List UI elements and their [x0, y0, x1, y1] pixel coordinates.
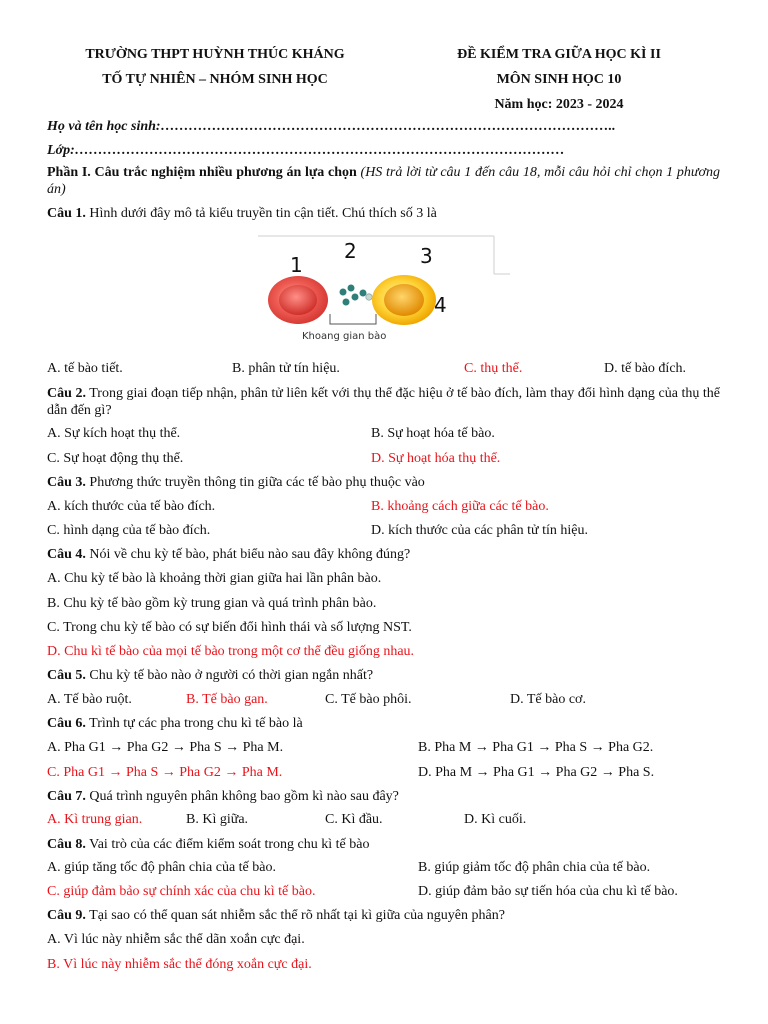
question-number: Câu 8.	[47, 837, 86, 852]
paracrine-figure	[258, 234, 510, 344]
class-dots: ……………………………………………………………………………………………	[74, 143, 565, 158]
q3-option-b-answer: B. khoảng cách giữa các tế bào.	[371, 499, 549, 514]
figure-label-2: 2	[344, 239, 357, 263]
question-text: Vai trò của các điểm kiểm soát trong chu kì tế bào	[89, 837, 370, 852]
student-name-label: Họ và tên học sinh:	[47, 119, 161, 134]
q1-option-a: A. tế bào tiết.	[47, 361, 123, 376]
exam-info-block	[398, 42, 720, 117]
q3-option-d: D. kích thước của các phân tử tín hiệu.	[371, 523, 588, 538]
question-4	[47, 546, 720, 563]
figure-caption: Khoang gian bào	[302, 331, 387, 342]
q7-option-a-answer: A. Kì trung gian.	[47, 812, 143, 827]
question-text: Trong giai đoạn tiếp nhận, phân tử liên kết với thụ thể đặc hiệu ở tế bào đích, làm thay đổi hình dạng của thụ thể dẫn đến gì?	[47, 386, 720, 418]
q4-option-b: B. Chu kỳ tế bào gồm kỳ trung gian và quá trình phân bào.	[47, 596, 377, 611]
question-number: Câu 1.	[47, 206, 86, 221]
question-2	[47, 385, 720, 419]
question-number: Câu 9.	[47, 908, 86, 923]
q7-option-c: C. Kì đầu.	[325, 812, 383, 827]
question-text: Hình dưới đây mô tả kiểu truyền tin cận tiết. Chú thích số 3 là	[89, 206, 437, 221]
q9-option-a: A. Vì lúc này nhiễm sắc thể dãn xoắn cực đại.	[47, 932, 305, 947]
q5-option-b-answer: B. Tế bào gan.	[186, 692, 268, 707]
question-number: Câu 3.	[47, 475, 86, 490]
question-7	[47, 788, 720, 805]
student-name-line	[47, 118, 720, 135]
department-name: TỐ TỰ NHIÊN – NHÓM SINH HỌC	[102, 72, 328, 87]
q4-option-a: A. Chu kỳ tế bào là khoảng thời gian giữa hai lần phân bào.	[47, 571, 382, 586]
q1-option-b: B. phân tử tín hiệu.	[232, 361, 340, 376]
question-9	[47, 907, 720, 924]
q7-option-b: B. Kì giữa.	[186, 812, 249, 827]
q3-option-a: A. kích thước của tế bào đích.	[47, 499, 216, 514]
signal-molecule	[360, 290, 367, 297]
q2-option-d-answer: D. Sự hoạt hóa thụ thể.	[371, 451, 501, 466]
q6-option-a: A. Pha G1 → Pha G2 → Pha S → Pha M.	[47, 740, 284, 755]
signal-molecule	[340, 289, 347, 296]
q5-option-a: A. Tế bào ruột.	[47, 692, 132, 707]
question-text: Trình tự các pha trong chu kì tế bào là	[89, 716, 303, 731]
secreting-cell-nucleus	[279, 285, 317, 315]
q2-option-a: A. Sự kích hoạt thụ thể.	[47, 426, 181, 441]
school-name: TRƯỜNG THPT HUỲNH THÚC KHÁNG	[85, 47, 345, 62]
question-number: Câu 7.	[47, 789, 86, 804]
section-heading	[47, 164, 720, 198]
target-cell-nucleus	[384, 284, 424, 316]
q7-option-d: D. Kì cuối.	[464, 812, 527, 827]
question-number: Câu 5.	[47, 668, 86, 683]
question-6	[47, 715, 720, 732]
question-text: Quá trình nguyên phân không bao gồm kì nào sau đây?	[89, 789, 399, 804]
class-line	[47, 142, 720, 159]
figure-label-1: 1	[290, 253, 303, 277]
space-bracket	[330, 314, 376, 324]
question-8	[47, 836, 720, 853]
question-text: Phương thức truyền thông tin giữa các tế bào phụ thuộc vào	[89, 475, 425, 490]
question-text: Chu kỳ tế bào nào ở người có thời gian ngắn nhất?	[89, 668, 374, 683]
q8-option-a: A. giúp tăng tốc độ phân chia của tế bào.	[47, 860, 276, 875]
section-title: Phần I. Câu trắc nghiệm nhiều phương án lựa chọn	[47, 165, 357, 180]
figure-label-3: 3	[420, 244, 433, 268]
q1-option-d: D. tế bào đích.	[604, 361, 687, 376]
class-label: Lớp:	[47, 143, 75, 158]
question-text: Tại sao có thể quan sát nhiễm sắc thể rõ nhất tại kì giữa của nguyên phân?	[89, 908, 505, 923]
q9-option-b-answer: B. Vì lúc này nhiễm sắc thể đóng xoắn cực đại.	[47, 957, 312, 972]
q2-option-b: B. Sự hoạt hóa tế bào.	[371, 426, 495, 441]
q6-option-c-answer: C. Pha G1 → Pha S → Pha G2 → Pha M.	[47, 765, 283, 780]
q2-option-c: C. Sự hoạt động thụ thể.	[47, 451, 184, 466]
exam-header	[48, 42, 720, 122]
figure-label-4: 4	[434, 293, 447, 317]
q5-option-c: C. Tế bào phôi.	[325, 692, 412, 707]
question-number: Câu 4.	[47, 547, 86, 562]
question-number: Câu 6.	[47, 716, 86, 731]
school-year: Năm học: 2023 - 2024	[494, 97, 624, 112]
section-note: (HS trả lời từ câu 1 đến câu 18, mỗi câu hỏi chỉ chọn 1 phương án)	[47, 165, 721, 197]
q1-option-c-answer: C. thụ thể.	[464, 361, 523, 376]
q4-option-d-answer: D. Chu kì tế bào của mọi tế bào trong một cơ thể đều giống nhau.	[47, 644, 415, 659]
q8-option-d: D. giúp đảm bảo sự tiến hóa của chu kì tế bào.	[418, 884, 678, 899]
subject-name: MÔN SINH HỌC 10	[496, 72, 622, 87]
question-3	[47, 474, 720, 491]
signal-molecule	[348, 285, 355, 292]
question-5	[47, 667, 720, 684]
school-block	[48, 42, 382, 92]
question-number: Câu 2.	[47, 386, 86, 401]
student-name-dots: ……………………………………………………………………………………..	[160, 119, 616, 134]
receptor	[366, 294, 372, 300]
q5-option-d: D. Tế bào cơ.	[510, 692, 586, 707]
q3-option-c: C. hình dạng của tế bào đích.	[47, 523, 211, 538]
exam-title: ĐỀ KIỂM TRA GIỮA HỌC KÌ II	[457, 47, 661, 62]
q8-option-b: B. giúp giảm tốc độ phân chia của tế bào.	[418, 860, 651, 875]
q6-option-d: D. Pha M → Pha G1 → Pha G2 → Pha S.	[418, 765, 655, 780]
paracrine-diagram	[258, 234, 510, 344]
question-1	[47, 205, 720, 222]
q6-option-b: B. Pha M → Pha G1 → Pha S → Pha G2.	[418, 740, 654, 755]
signal-molecule	[343, 299, 350, 306]
question-text: Nói về chu kỳ tế bào, phát biểu nào sau đây không đúng?	[89, 547, 411, 562]
signal-molecule	[352, 294, 359, 301]
q8-option-c-answer: C. giúp đảm bảo sự chính xác của chu kì tế bào.	[47, 884, 316, 899]
q4-option-c: C. Trong chu kỳ tế bào có sự biến đổi hình thái và số lượng NST.	[47, 620, 412, 635]
